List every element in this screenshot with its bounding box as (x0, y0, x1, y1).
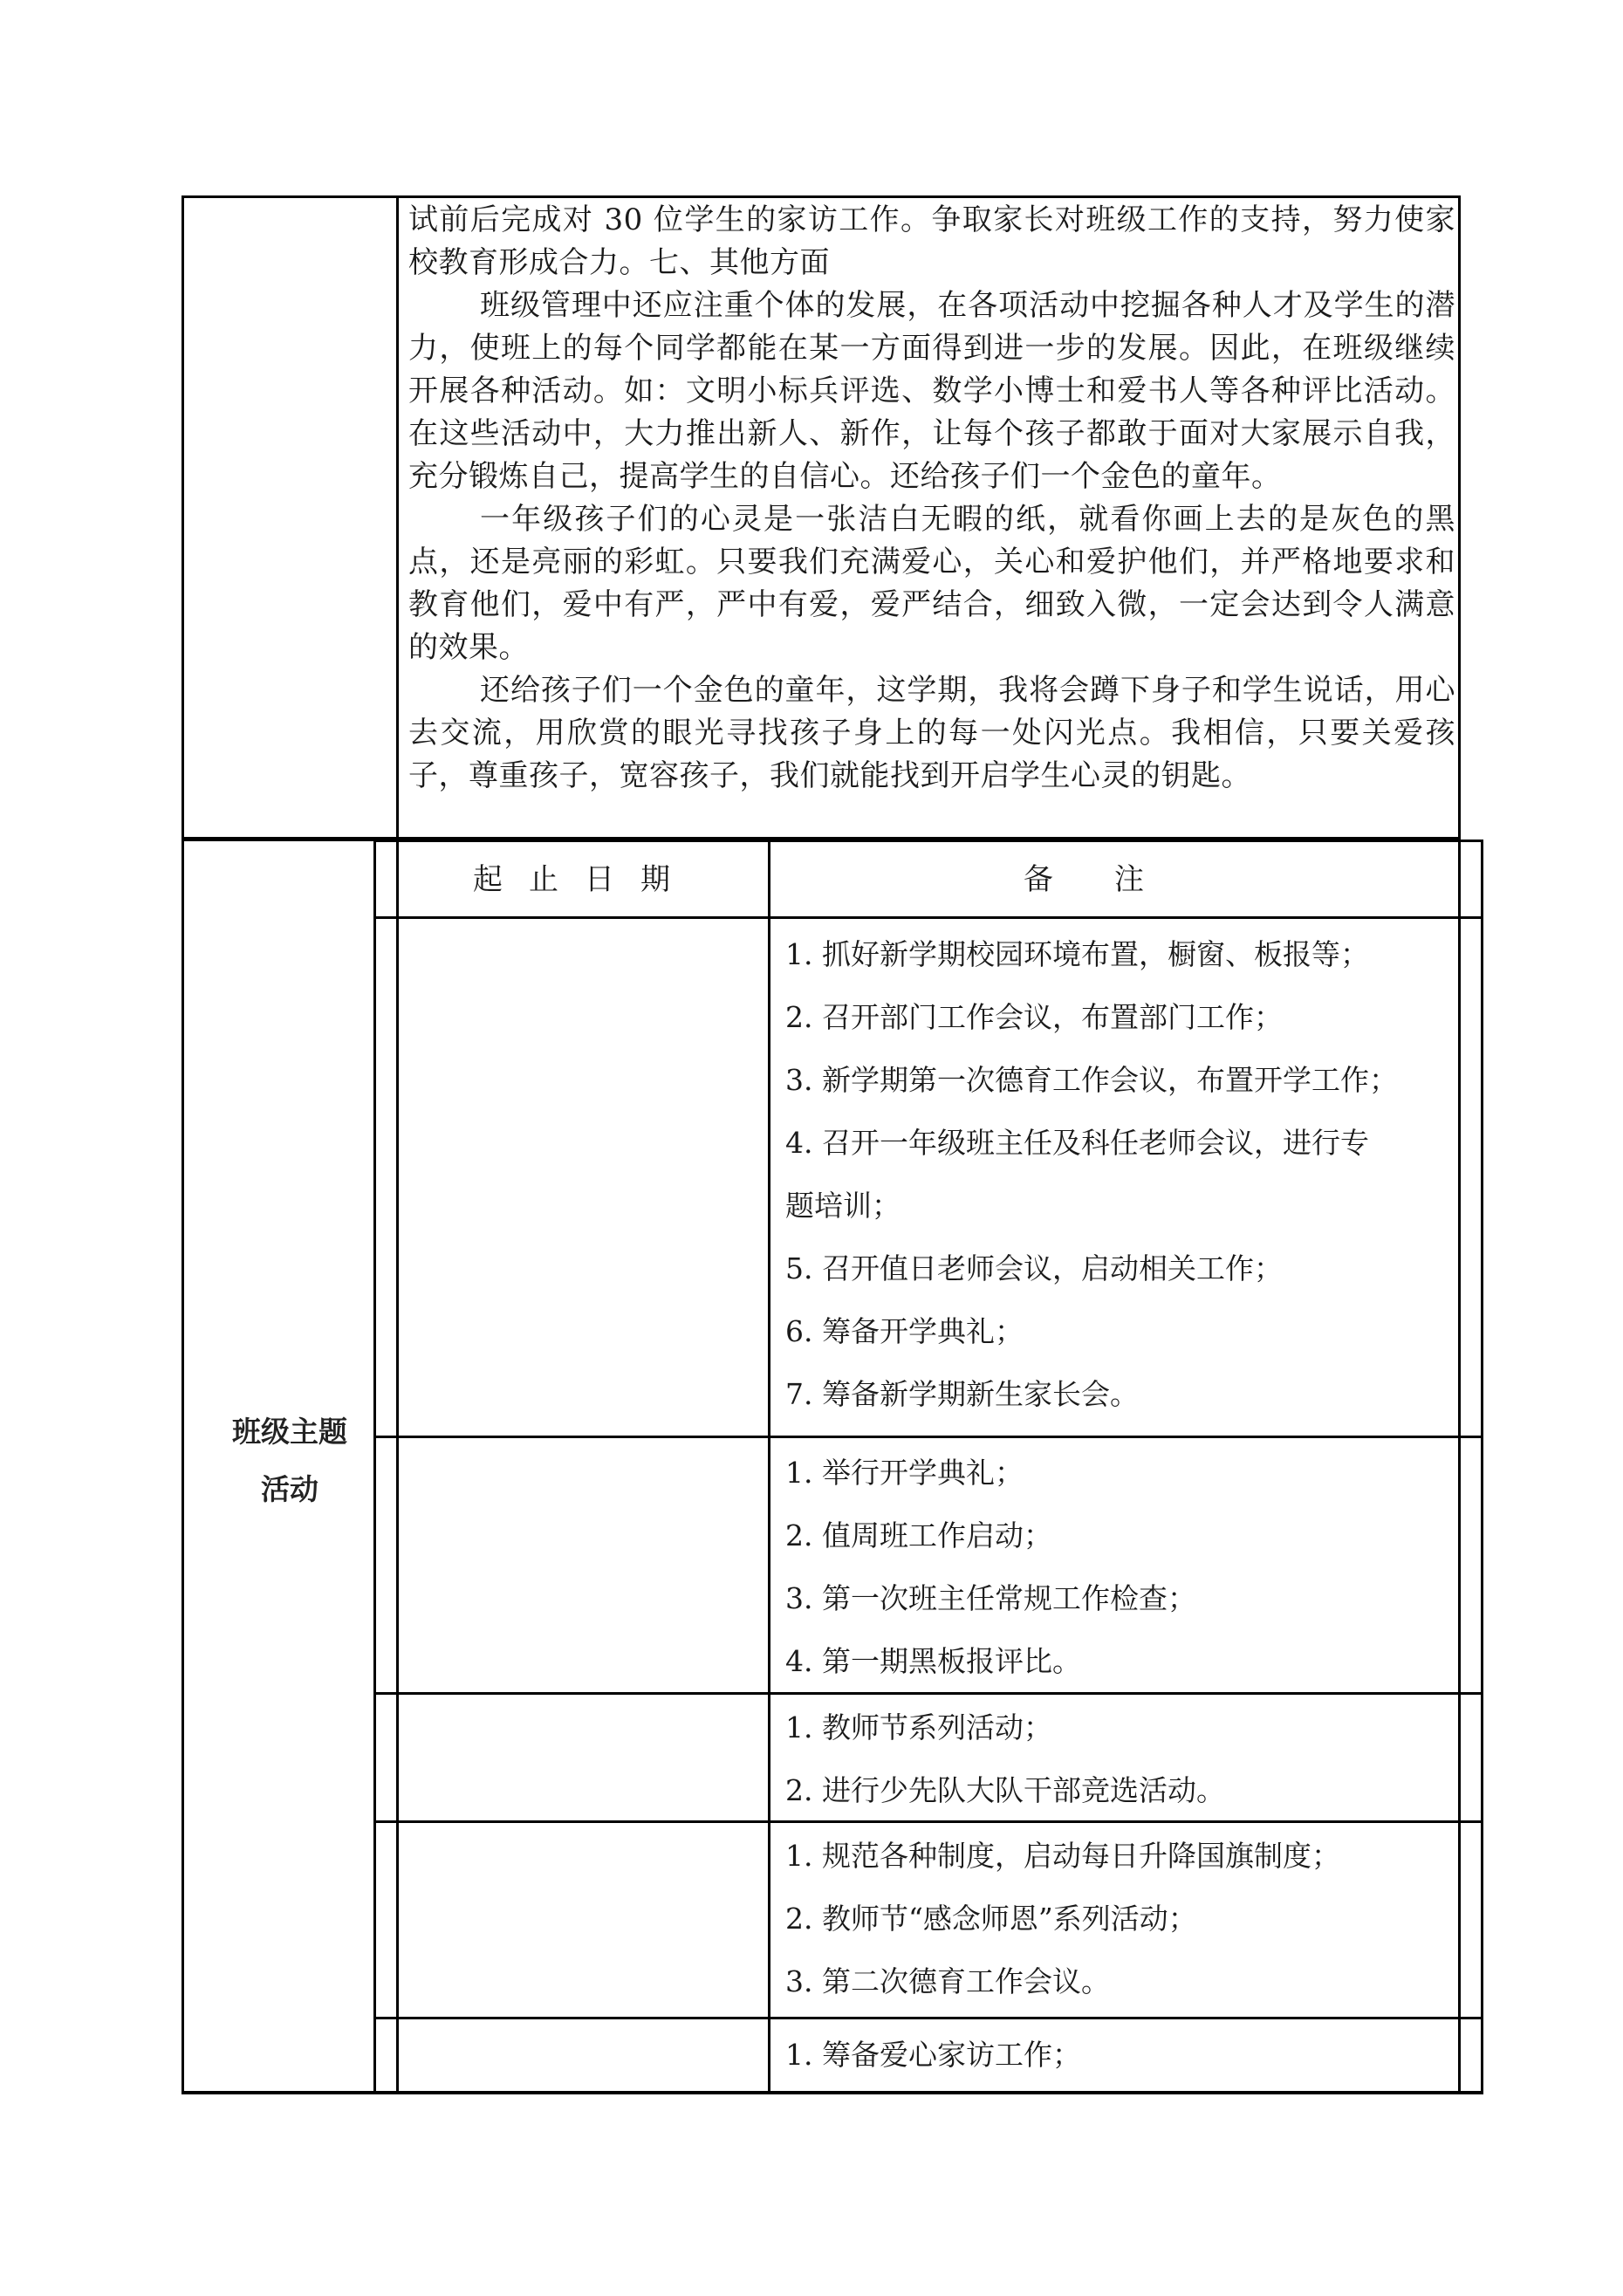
row-divider-header (373, 916, 1483, 919)
note-item: 3. 新学期第一次德育工作会议，布置开学工作； (785, 1063, 1398, 1097)
note-item: 7. 筹备新学期新生家长会。 (785, 1377, 1139, 1411)
notes-cell (785, 1696, 1475, 1822)
border-top-col-divider (396, 195, 399, 840)
border-top (181, 195, 1461, 198)
note-item: 6. 筹备开学典礼； (785, 1314, 1024, 1348)
date-cell (401, 1696, 766, 1820)
note-item: 4. 召开一年级班主任及科任老师会议，进行专 (785, 1126, 1369, 1160)
header-notes: 备注 (1024, 862, 1205, 897)
paragraph: 还给孩子们一个金色的童年，这学期，我将会蹲下身子和学生说话，用心去交流，用欣赏的眼光寻找孩子身上的每一处闪光点。我相信，只要关爱孩子，尊重孩子，宽容孩子，我们就能找到开启学生心灵的钥匙。 (408, 673, 1455, 793)
row-divider-4 (373, 2017, 1483, 2019)
note-item: 1. 规范各种制度，启动每日升降国旗制度； (785, 1839, 1340, 1873)
border-inner-left2 (396, 840, 399, 2093)
note-item: 1. 举行开学典礼； (785, 1456, 1024, 1490)
paragraph: 班级管理中还应注重个体的发展，在各项活动中挖掘各种人才及学生的潜力，使班上的每个同学都能在某一方面得到进一步的发展。因此，在班级继续开展各种活动。如：文明小标兵评选、数学小博士和爱书人等各种评比活动。在这些活动中，大力推出新人、新作，让每个孩子都敢于面对大家展示自我，充分锻炼自己，提高学生的自信心。还给孩子们一个金色的童年。 (408, 288, 1455, 494)
note-item: 1. 筹备爱心家访工作； (785, 2038, 1081, 2072)
note-item: 2. 值周班工作启动； (785, 1518, 1052, 1552)
note-item: 5. 召开值日老师会议，启动相关工作； (785, 1251, 1283, 1285)
border-inner-top (373, 840, 1483, 842)
border-bottom (181, 2091, 1483, 2094)
note-item: 3. 第二次德育工作会议。 (785, 1964, 1110, 1998)
notes-cell (785, 1442, 1475, 1693)
note-item: 3. 第一次班主任常规工作检查； (785, 1581, 1196, 1615)
date-cell (401, 1439, 766, 1690)
note-item: 2. 进行少先队大队干部竞选活动。 (785, 1773, 1225, 1807)
date-cell (401, 920, 766, 1435)
note-item: 2. 召开部门工作会议，布置部门工作； (785, 1000, 1283, 1034)
paragraph: 试前后完成对 30 位学生的家访工作。争取家长对班级工作的支持，努力使家校教育形成合力。七、其他方面 (408, 202, 1455, 280)
border-date-notes-divider (768, 840, 770, 2093)
row-divider-1 (373, 1436, 1483, 1438)
note-item: 1. 抓好新学期校园环境布置，橱窗、板报等； (785, 937, 1369, 971)
date-cell (401, 1824, 766, 2016)
border-outer-right (1481, 840, 1483, 2093)
note-item: 4. 第一期黑板报评比。 (785, 1644, 1081, 1678)
section-label-line2: 活动 (261, 1472, 318, 1506)
date-cell (401, 2020, 766, 2090)
paragraph: 一年级孩子们的心灵是一张洁白无暇的纸，就看你画上去的是灰色的黑点，还是亮丽的彩虹。只要我们充满爱心，关心和爱护他们，并严格地要求和教育他们，爱中有严，严中有爱，爱严结合，细致入微，一定会达到令人满意的效果。 (408, 502, 1455, 665)
note-item: 1. 教师节系列活动； (785, 1710, 1052, 1744)
header-date: 起止日期 (473, 862, 696, 897)
section-label (185, 1403, 394, 1518)
notes-cell (785, 1825, 1475, 2013)
plan-text-block (408, 199, 1455, 798)
section-label-line1: 班级主题 (232, 1415, 347, 1449)
note-item: 题培训； (785, 1189, 901, 1223)
notes-cell (785, 923, 1475, 1426)
notes-cell (785, 2024, 1475, 2087)
note-item: 2. 教师节“感念师恩”系列活动； (785, 1902, 1197, 1936)
border-left (181, 195, 184, 2094)
